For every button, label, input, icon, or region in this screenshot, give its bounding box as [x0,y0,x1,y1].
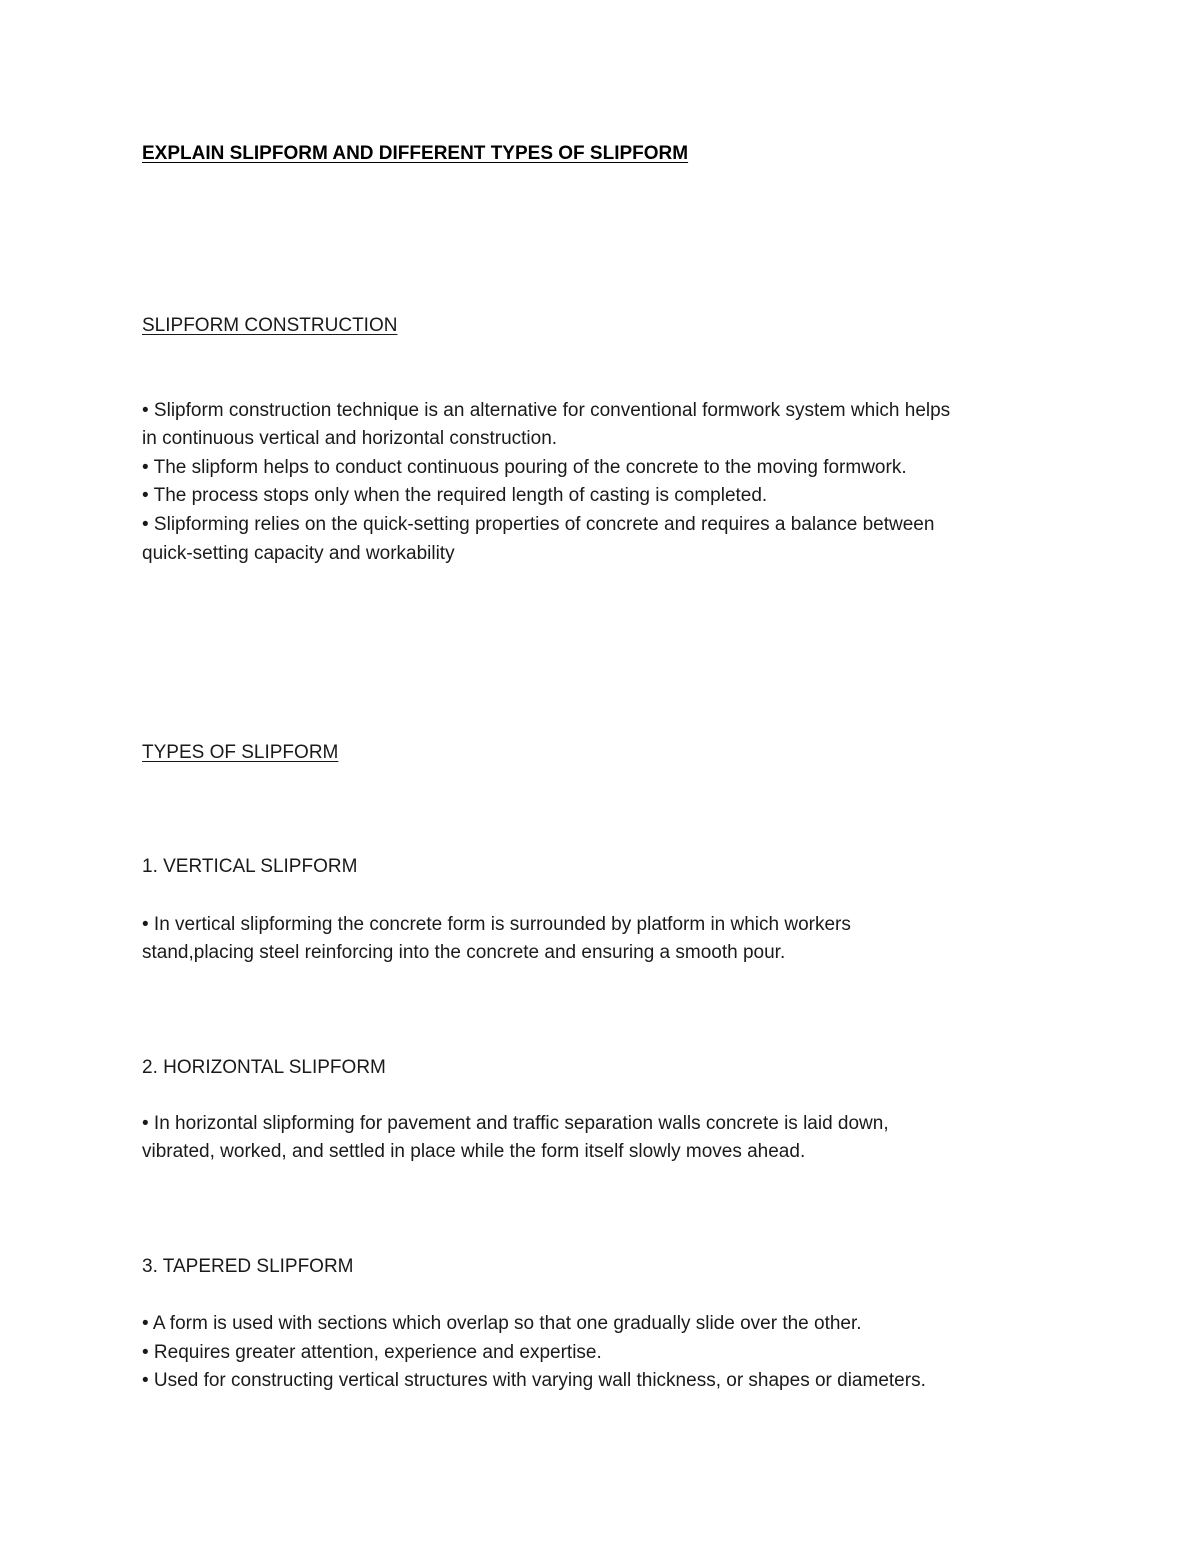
type-line: • In vertical slipforming the concrete form is surrounded by platform in which workers [142,914,851,935]
construction-line: in continuous vertical and horizontal construction. [142,428,558,449]
type-line: vibrated, worked, and settled in place while the form itself slowly moves ahead. [142,1141,806,1162]
type-line: • Used for constructing vertical structures with varying wall thickness, or shapes or diameters. [142,1370,926,1391]
type-title-tapered: 3. TAPERED SLIPFORM [142,1256,354,1277]
construction-line: quick-setting capacity and workability [142,543,455,564]
construction-line: • Slipform construction technique is an alternative for conventional formwork system which helps [142,400,951,421]
construction-line: • The slipform helps to conduct continuous pouring of the concrete to the moving formwork. [142,457,907,478]
type-title-vertical: 1. VERTICAL SLIPFORM [142,856,358,877]
section-heading-types: TYPES OF SLIPFORM [142,742,339,763]
construction-line: • Slipforming relies on the quick-setting properties of concrete and requires a balance between [142,514,935,535]
type-line: • In horizontal slipforming for pavement and traffic separation walls concrete is laid down, [142,1113,889,1134]
type-line: stand,placing steel reinforcing into the concrete and ensuring a smooth pour. [142,942,786,963]
type-line: • Requires greater attention, experience and expertise. [142,1342,602,1363]
type-line: • A form is used with sections which overlap so that one gradually slide over the other. [142,1313,862,1334]
type-title-horizontal: 2. HORIZONTAL SLIPFORM [142,1057,386,1078]
section-heading-construction: SLIPFORM CONSTRUCTION [142,315,398,336]
document-title: EXPLAIN SLIPFORM AND DIFFERENT TYPES OF SLIPFORM [142,143,689,164]
construction-line: • The process stops only when the required length of casting is completed. [142,485,768,506]
